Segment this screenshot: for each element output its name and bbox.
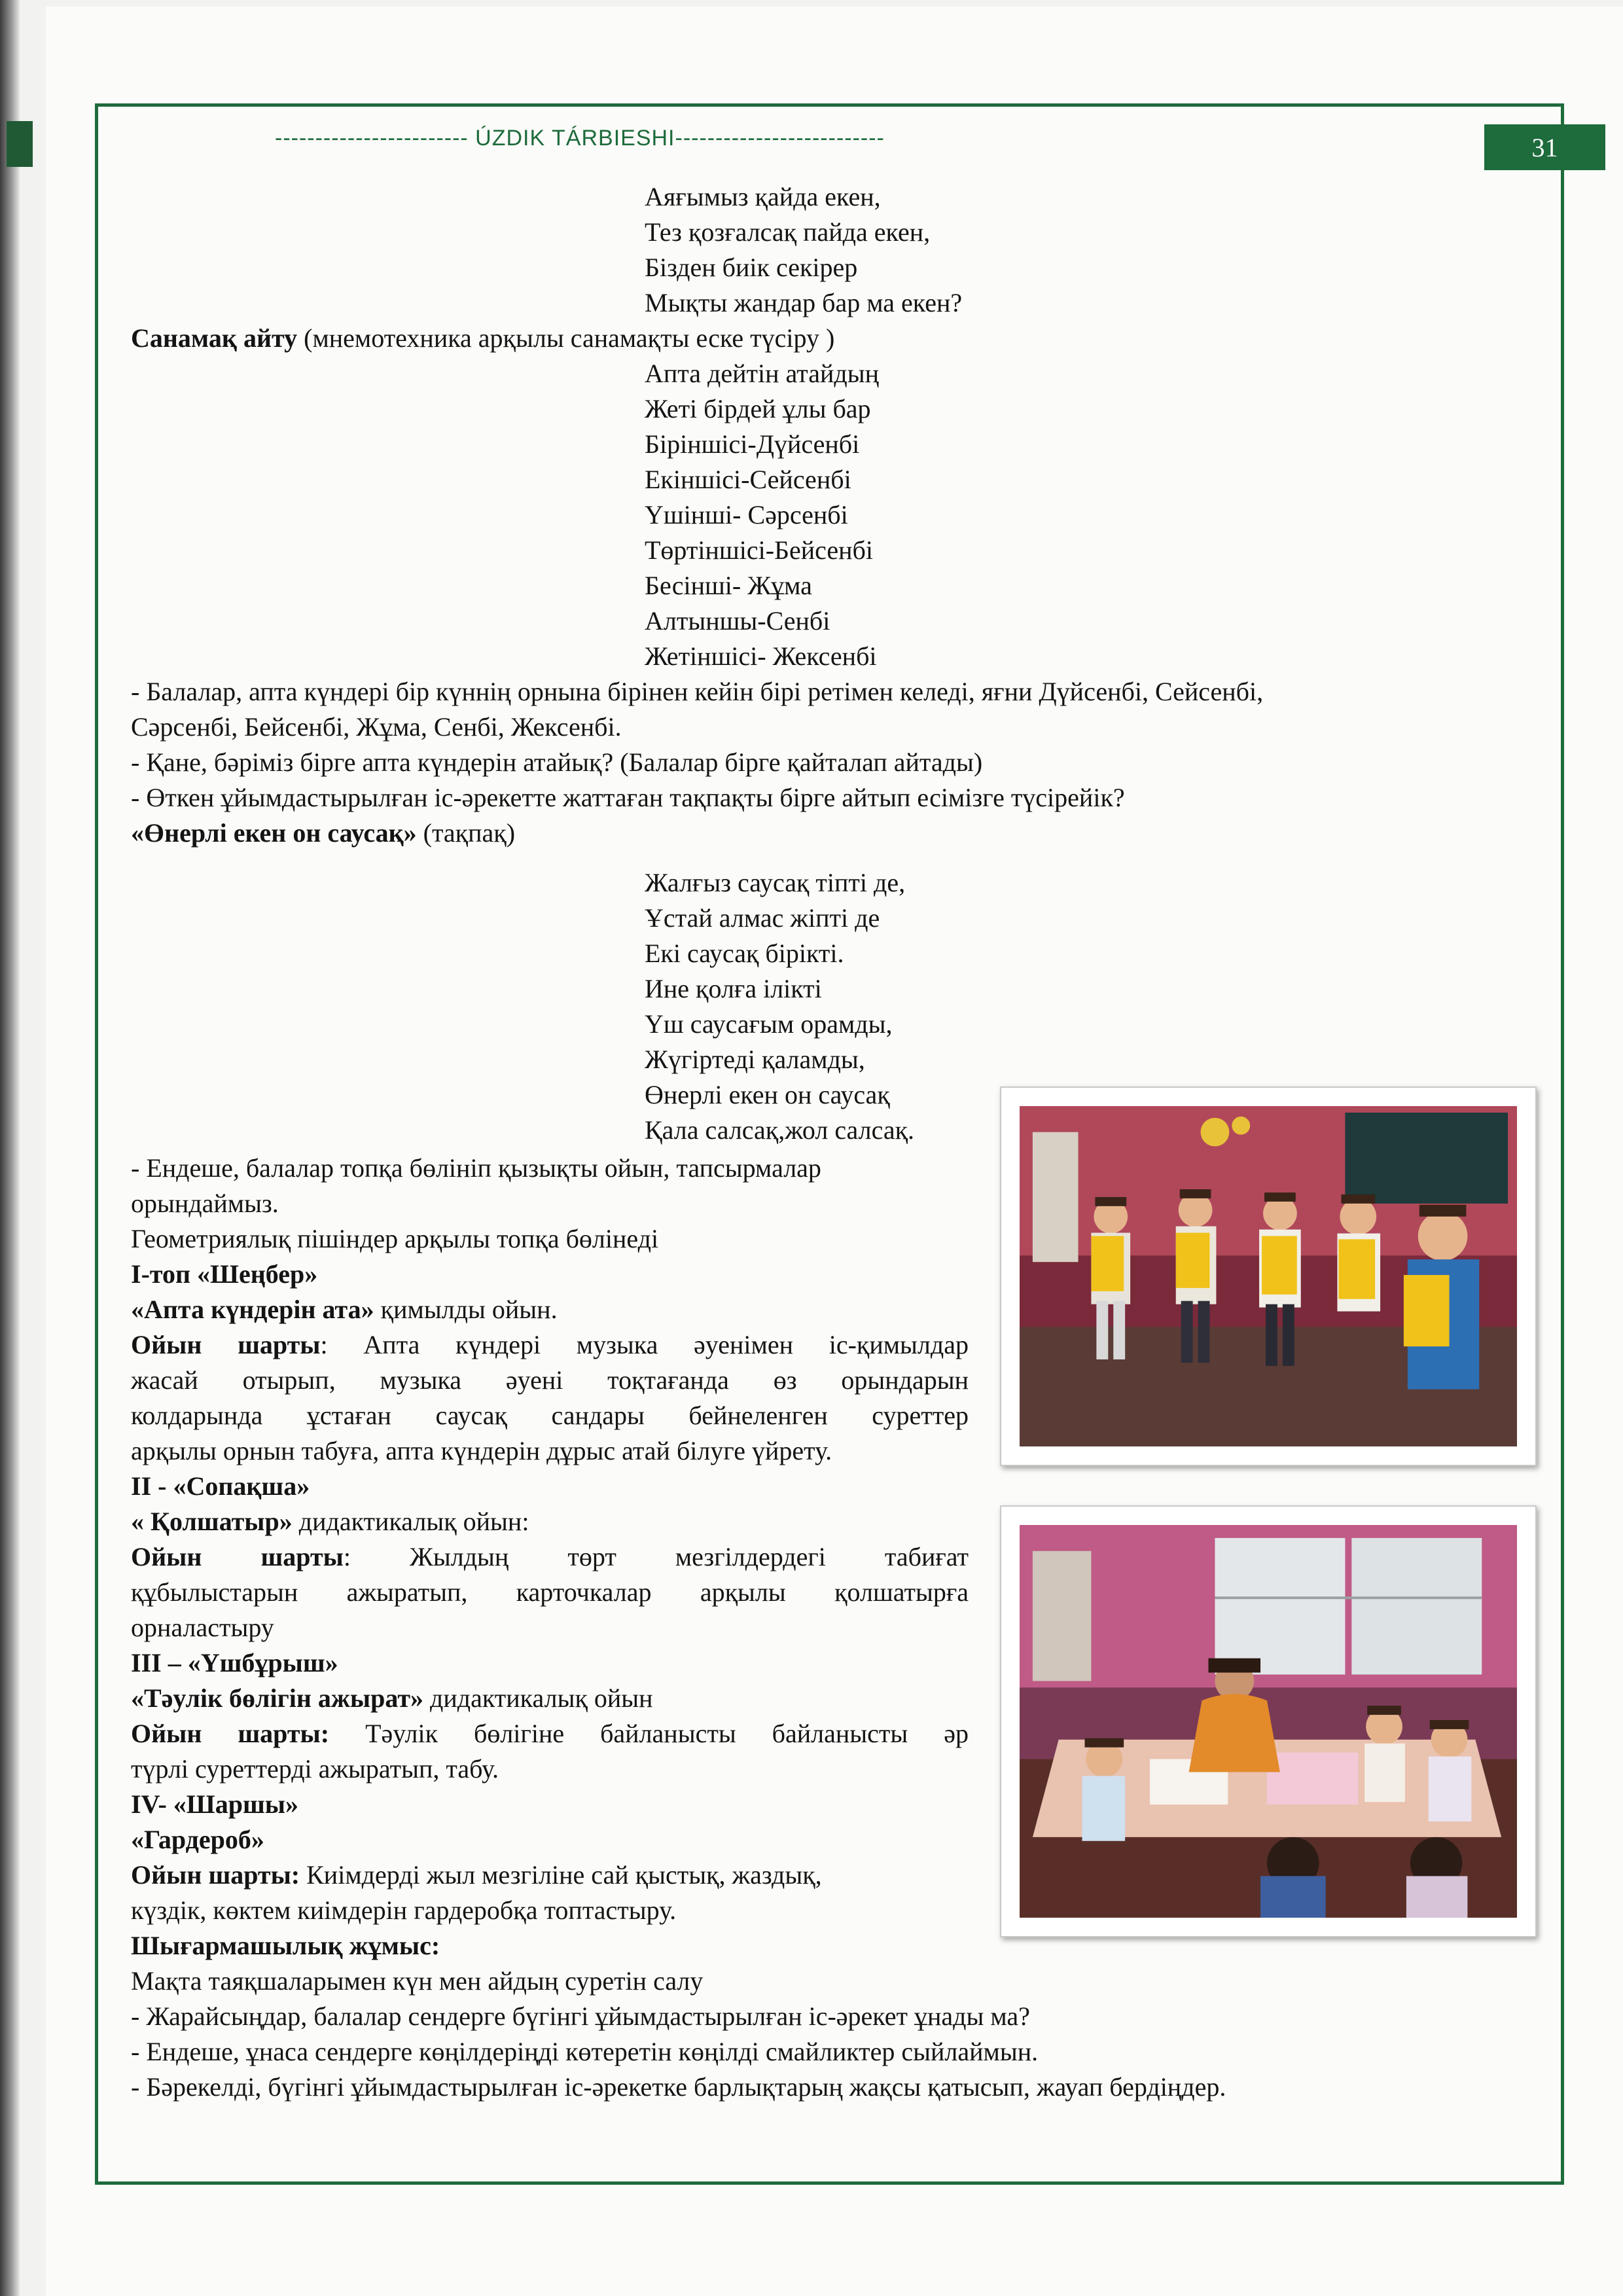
group-4-rules-line: күздік, көктем киімдерін гардеробқа топтастыру.	[131, 1895, 677, 1925]
rules-text: : Апта күндері музыка әуенімен іс-қимылдар	[320, 1330, 969, 1359]
photo-2-illustration	[1020, 1525, 1517, 1918]
poem-line: Үшінші- Сәрсенбі	[645, 500, 848, 529]
rules-text: Тәулік бөлігіне байланысты байланысты әр	[329, 1719, 969, 1748]
paragraph-line: орындаймыз.	[131, 1189, 279, 1218]
creative-line: - Бәрекелді, бүгінгі ұйымдастырылған іс-әрекетке барлықтарың жақсы қатысып, жауап бердіңдер.	[131, 2072, 1226, 2102]
rules-text: : Жылдың төрт мезгілдердегі табиғат	[343, 1542, 969, 1571]
group-2-rules-line	[131, 1539, 969, 1575]
photo-1-illustration	[1020, 1106, 1517, 1446]
journal-header: ------------------------ ÚZDIK TÁRBIESHI--------------------------	[275, 126, 885, 151]
binding-edge	[0, 0, 20, 2296]
group-1-rules-line: арқылы орнын табуға, апта күндерін дұрыс атай білуге үйрету.	[131, 1436, 832, 1465]
poem-line: Апта дейтін атайдың	[645, 359, 880, 388]
paragraph-line: - Балалар, апта күндері бір күннің орнына бірінен кейін бірі ретімен келеді, яғни Дүйсенбі, Сейсенбі,	[131, 677, 1264, 706]
poem-line: Үш саусағым орамды,	[645, 1009, 893, 1039]
paragraph-line: Геометриялық пішіндер арқылы топқа бөлінеді	[131, 1224, 659, 1253]
game-title: «Тәулік бөлігін ажырат»	[131, 1683, 424, 1713]
poem-line: Ұстай алмас жіпті де	[645, 903, 880, 933]
group-1-rules-line: жасай отырып, музыка әуені тоқтағанда өз орындарын	[131, 1365, 969, 1395]
group-2-game	[131, 1504, 529, 1539]
poem-line: Біріншісі-Дүйсенбі	[645, 429, 860, 459]
creative-line: - Ендеше, ұнаса сендерге көңілдеріңді көтеретін көңілді смайликтер сыйлаймын.	[131, 2037, 1039, 2066]
group-1-rules-line	[131, 1327, 969, 1363]
rules-label: Ойын шарты	[131, 1330, 321, 1359]
game-type: дидактикалық ойын	[423, 1683, 653, 1713]
group-3-heading: ІІІ – «Үшбұрыш»	[131, 1648, 338, 1677]
paragraph-line: - Қане, бәріміз бірге апта күндерін атайық? (Балалар бірге қайталап айтады)	[131, 747, 983, 777]
page-number: 31	[1484, 124, 1605, 170]
verse-title-text: «Өнерлі екен он саусақ»	[131, 818, 417, 848]
group-4-rules-line	[131, 1857, 822, 1893]
poem-line: Бесінші- Жұма	[645, 571, 812, 600]
poem-line: Тез қозғалсақ пайда екен,	[645, 217, 931, 247]
counting-note: (мнемотехника арқылы санамақты еске түсіру )	[297, 323, 835, 353]
group-1-heading: І-топ «Шеңбер»	[131, 1259, 318, 1289]
game-type: дидактикалық ойын:	[292, 1507, 529, 1536]
poem-line: Ине қолға ілікті	[645, 974, 822, 1003]
poem-line: Екі саусақ бірікті.	[645, 939, 844, 968]
group-1-rules-line: колдарында ұстаған саусақ сандары бейнеленген суреттер	[131, 1401, 969, 1430]
poem-line: Бізден биік секірер	[645, 253, 858, 282]
creative-line: - Жарайсыңдар, балалар сендерге бүгінгі ұйымдастырылған іс-әрекет ұнады ма?	[131, 2001, 1030, 2031]
poem-line: Жетіншісі- Жексенбі	[645, 641, 877, 671]
paragraph-line: Сәрсенбі, Бейсенбі, Жұма, Сенбі, Жексенбі.	[131, 712, 622, 742]
group-3-rules-line: түрлі суреттерді ажыратып, табу.	[131, 1754, 499, 1784]
group-4-game-title: «Гардероб»	[131, 1825, 264, 1854]
photo-teacher-with-children	[1000, 1505, 1537, 1937]
poem-line: Төртіншісі-Бейсенбі	[645, 535, 874, 565]
poem-line: Жүгіртеді қаламды,	[645, 1045, 865, 1074]
poem-line: Екіншісі-Сейсенбі	[645, 465, 851, 494]
photo-children-holding-cards	[1000, 1086, 1537, 1466]
rules-text: Киімдерді жыл мезгіліне сай қыстық, жаздық,	[300, 1860, 822, 1890]
poem-line: Өнерлі екен он саусақ	[645, 1080, 890, 1109]
group-3-game	[131, 1681, 653, 1716]
rules-label: Ойын шарты	[131, 1542, 344, 1571]
group-2-rules-line: құбылыстарын ажыратып, карточкалар арқылы қолшатырға	[131, 1577, 969, 1607]
poem-line: Аяғымыз қайда екен,	[645, 182, 881, 211]
group-1-game	[131, 1292, 558, 1327]
verse-note: (тақпақ)	[416, 818, 516, 848]
verse-title	[131, 816, 515, 851]
rules-label: Ойын шарты:	[131, 1719, 330, 1748]
group-2-heading: ІІ - «Сопақша»	[131, 1471, 310, 1501]
poem-line: Жалғыз саусақ тіпті де,	[645, 868, 906, 897]
rules-label: Ойын шарты:	[131, 1860, 300, 1890]
creative-line: Мақта таяқшаларымен күн мен айдың суретін салу	[131, 1966, 704, 1996]
group-4-heading: IV- «Шаршы»	[131, 1789, 298, 1819]
poem-line: Мықты жандар бар ма екен?	[645, 288, 963, 317]
counting-title: Санамақ айту	[131, 323, 298, 353]
game-type: қимылды ойын.	[374, 1295, 558, 1324]
binding-tab	[7, 121, 33, 167]
poem-line: Жеті бірдей ұлы бар	[645, 394, 871, 423]
creative-work-heading: Шығармашылық жұмыс:	[131, 1931, 440, 1960]
poem-line: Қала салсақ,жол салсақ.	[645, 1115, 915, 1145]
game-title: «Апта күндерін ата»	[131, 1295, 374, 1324]
game-title: « Қолшатыр»	[131, 1507, 293, 1536]
paragraph-line: - Өткен ұйымдастырылған іс-әрекетте жаттаған тақпақты бірге айтып есімізге түсірейік?	[131, 783, 1125, 812]
group-2-rules-line: орналастыру	[131, 1613, 274, 1642]
paragraph-line: - Ендеше, балалар топқа бөлініп қызықты ойын, тапсырмалар	[131, 1153, 821, 1183]
group-3-rules-line	[131, 1716, 969, 1751]
counting-rhyme-title	[131, 321, 834, 356]
poem-line: Алтыншы-Сенбі	[645, 606, 830, 636]
